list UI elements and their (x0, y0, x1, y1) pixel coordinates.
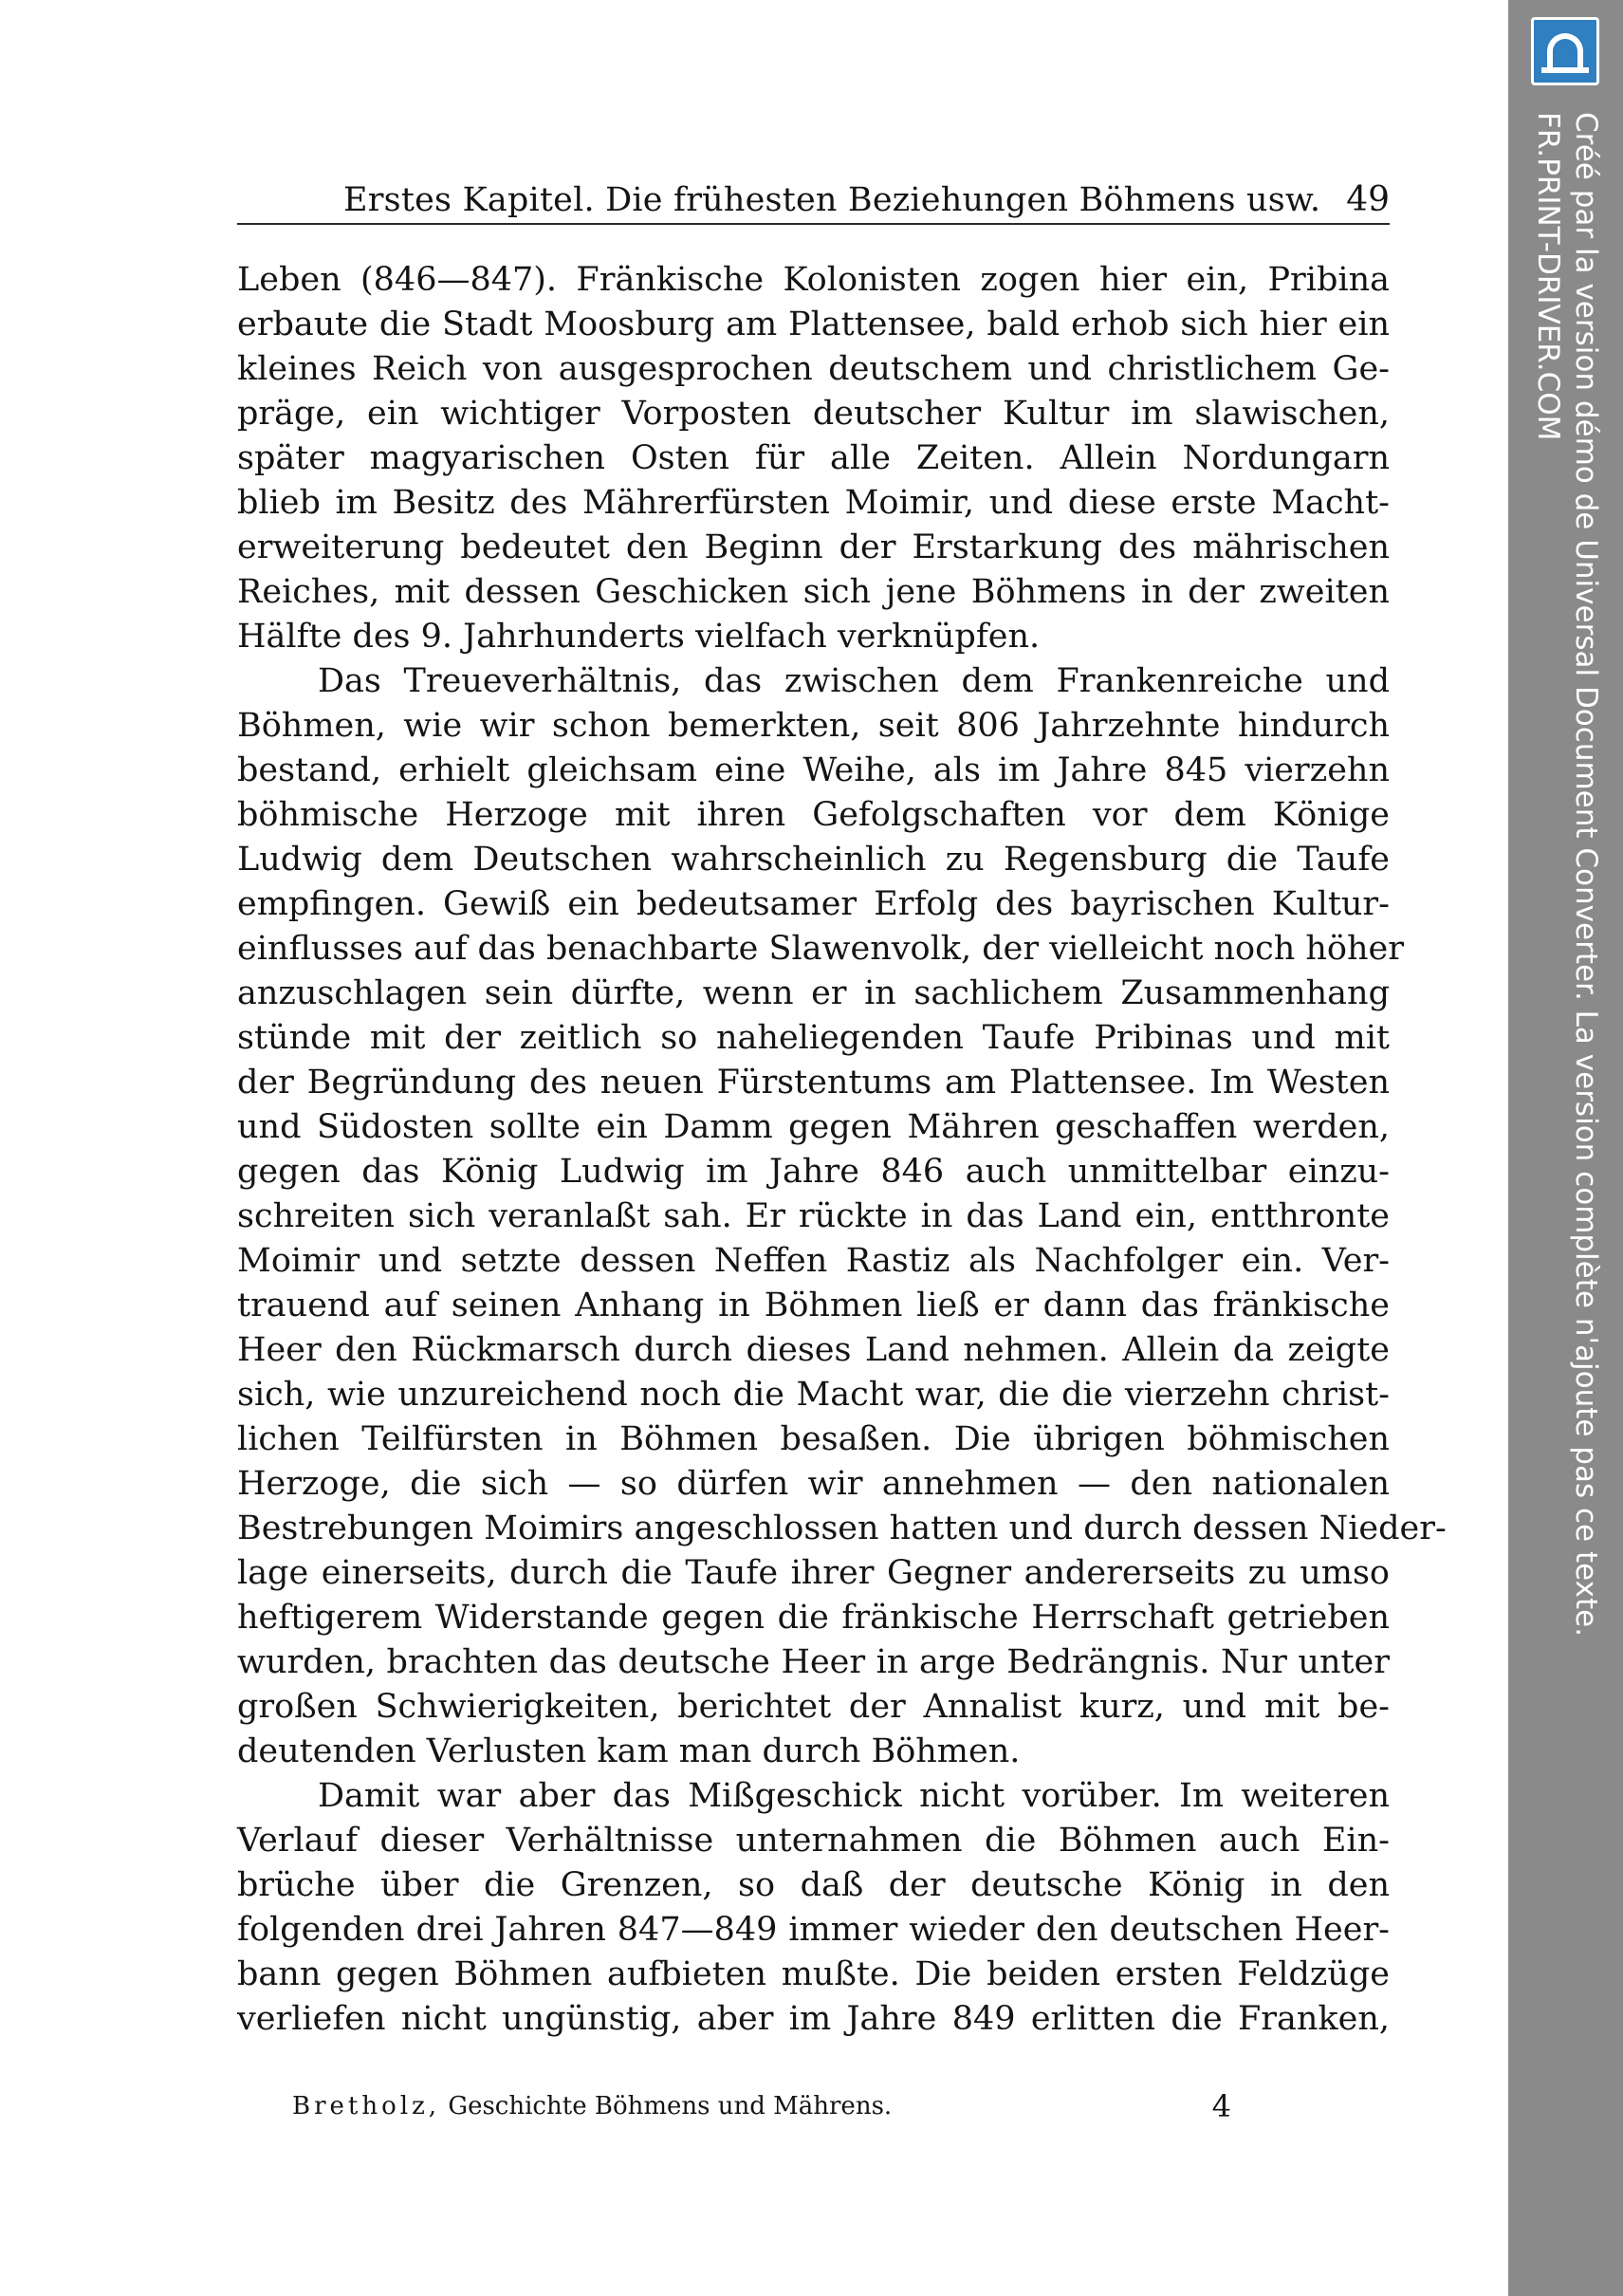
text-line: blieb im Besitz des Mährerfürsten Moimir, und diese erste Macht- (237, 484, 1390, 522)
text-line: erweiterung bedeutet den Beginn der Erstarkung des mährischen (237, 528, 1390, 566)
text-line: einflusses auf das benachbarte Slawenvolk, der vielleicht noch höher (237, 930, 1404, 968)
text-line: bann gegen Böhmen aufbieten mußte. Die beiden ersten Feldzüge (237, 1955, 1390, 1993)
text-line: Reiches, mit dessen Geschicken sich jene Böhmens in der zweiten (237, 573, 1390, 611)
text-line: Herzoge, die sich — so dürfen wir annehmen — den nationalen (237, 1465, 1390, 1503)
text-line: präge, ein wichtiger Vorposten deutscher Kultur im slawischen, (237, 395, 1390, 433)
text-line: Heer den Rückmarsch durch dieses Land nehmen. Allein da zeigte (237, 1331, 1390, 1369)
footer-author: Bretholz, (292, 2092, 441, 2120)
text-line: Das Treueverhältnis, das zwischen dem Frankenreiche und (318, 662, 1390, 700)
text-line: Bestrebungen Moimirs angeschlossen hatten und durch dessen Nieder- (237, 1509, 1447, 1547)
text-line: Böhmen, wie wir schon bemerkten, seit 806 Jahrzehnte hindurch (237, 707, 1390, 745)
document-converter-logo-icon (1531, 17, 1599, 85)
running-header (237, 171, 1390, 218)
text-line: schreiten sich veranlaßt sah. Er rückte in das Land ein, entthronte (237, 1197, 1390, 1235)
text-line: wurden, brachten das deutsche Heer in arge Bedrängnis. Nur unter (237, 1643, 1390, 1681)
footer-signature-number: 4 (1211, 2088, 1231, 2124)
text-line: empfingen. Gewiß ein bedeutsamer Erfolg des bayrischen Kultur- (237, 885, 1390, 923)
signature-footer (292, 2087, 1288, 2125)
footer-book-title: Geschichte Böhmens und Mährens. (448, 2092, 893, 2120)
text-line: verliefen nicht ungünstig, aber im Jahre 849 erlitten die Franken, (237, 2000, 1390, 2038)
running-title: Erstes Kapitel. Die frühesten Beziehungen Böhmens usw. (343, 181, 1321, 219)
text-line: Ludwig dem Deutschen wahrscheinlich zu Regensburg die Taufe (237, 841, 1390, 879)
text-line: trauend auf seinen Anhang in Böhmen ließ er dann das fränkische (237, 1287, 1390, 1324)
text-line: Hälfte des 9. Jahrhunderts vielfach verknüpfen. (237, 618, 1041, 656)
text-line: großen Schwierigkeiten, berichtet der Annalist kurz, und mit be- (237, 1688, 1390, 1726)
text-line: Damit war aber das Mißgeschick nicht vorüber. Im weiteren (318, 1777, 1390, 1815)
text-line: deutenden Verlusten kam man durch Böhmen. (237, 1732, 1021, 1770)
watermark-notice: Créé par la version démo de Universal Document Converter. La version complète n'ajoute pas ce texte. (1569, 112, 1603, 1638)
text-line: bestand, erhielt gleichsam eine Weihe, als im Jahre 845 vierzehn (237, 751, 1390, 789)
logo-bar-shape (1541, 67, 1589, 73)
text-line: lage einerseits, durch die Taufe ihrer Gegner andererseits zu umso (237, 1554, 1390, 1592)
text-line: kleines Reich von ausgesprochen deutschem und christlichem Ge- (237, 350, 1390, 388)
page-number: 49 (1346, 180, 1390, 219)
text-line: böhmische Herzoge mit ihren Gefolgschaften vor dem Könige (237, 796, 1390, 834)
header-rule (237, 223, 1390, 225)
text-line: Moimir und setzte dessen Neffen Rastiz als Nachfolger ein. Ver- (237, 1242, 1390, 1280)
text-line: Verlauf dieser Verhältnisse unternahmen die Böhmen auch Ein- (237, 1822, 1390, 1860)
text-line: lichen Teilfürsten in Böhmen besaßen. Die übrigen böhmischen (237, 1420, 1390, 1458)
text-line: sich, wie unzureichend noch die Macht war, die die vierzehn christ- (237, 1376, 1390, 1414)
text-line: anzuschlagen sein dürfte, wenn er in sachlichem Zusammenhang (237, 974, 1390, 1012)
text-line: heftigerem Widerstande gegen die fränkische Herrschaft getrieben (237, 1599, 1390, 1637)
text-line: brüche über die Grenzen, so daß der deutsche König in den (237, 1866, 1390, 1904)
text-line: gegen das König Ludwig im Jahre 846 auch unmittelbar einzu- (237, 1153, 1390, 1191)
text-line: stünde mit der zeitlich so naheliegenden Taufe Pribinas und mit (237, 1019, 1390, 1057)
text-line: der Begründung des neuen Fürstentums am Plattensee. Im Westen (237, 1064, 1390, 1102)
logo-arch-shape (1547, 33, 1583, 69)
text-line: folgenden drei Jahren 847—849 immer wieder den deutschen Heer- (237, 1911, 1390, 1949)
text-line: erbaute die Stadt Moosburg am Plattensee, bald erhob sich hier ein (237, 306, 1390, 343)
text-line: später magyarischen Osten für alle Zeiten. Allein Nordungarn (237, 439, 1390, 477)
watermark-url: FR.PRINT-DRIVER.COM (1531, 112, 1565, 441)
text-line: und Südosten sollte ein Damm gegen Mähren geschaffen werden, (237, 1108, 1390, 1146)
body-text (237, 258, 1447, 2042)
text-line: Leben (846—847). Fränkische Kolonisten zogen hier ein, Pribina (237, 261, 1390, 299)
